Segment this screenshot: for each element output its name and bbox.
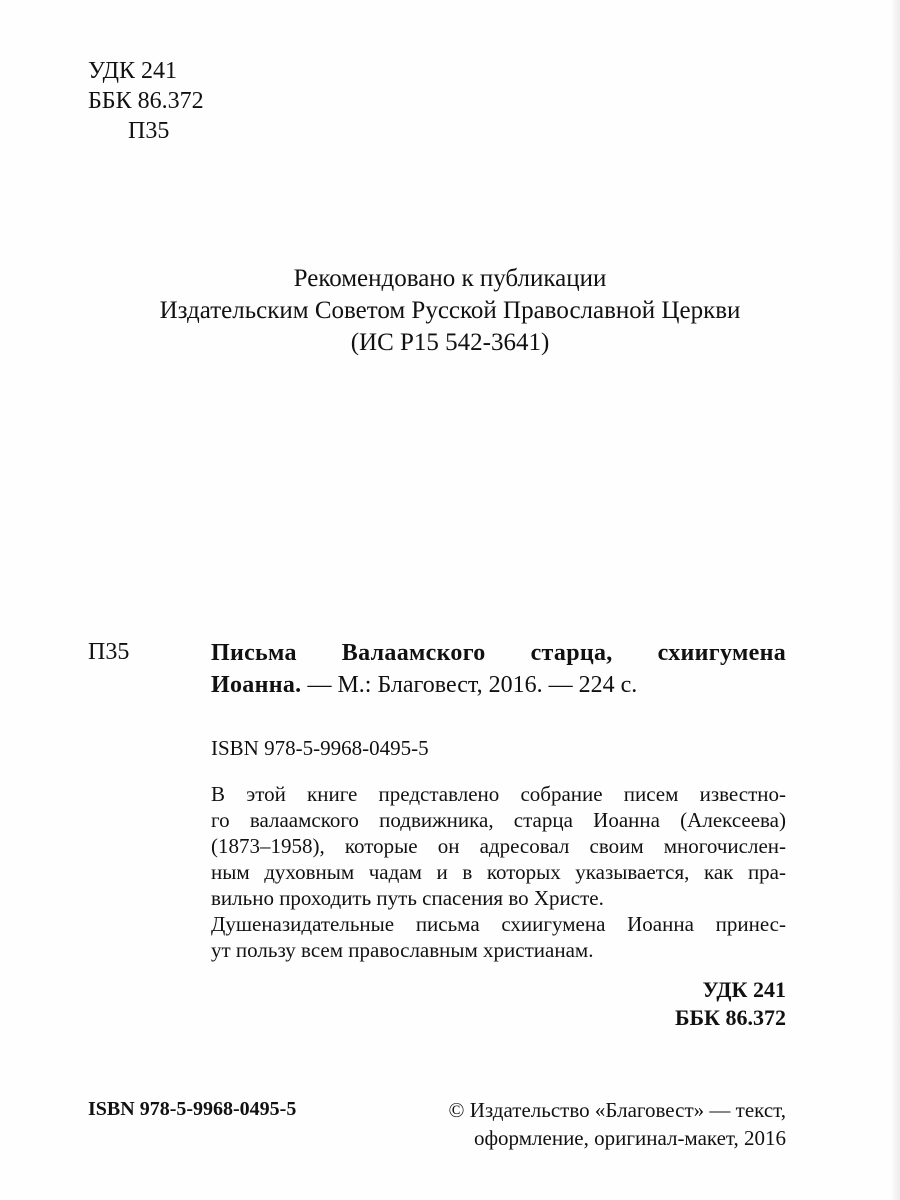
copyright-line-1: © Издательство «Благовест» — текст, [448,1098,786,1122]
copyright-notice [420,1096,786,1152]
page-edge-shadow [892,0,900,1200]
annotation-line: В этой книге представлено собрание писем известно- [211,782,786,806]
entry-isbn: ISBN 978-5-9968-0495-5 [211,736,429,760]
footer-udk: УДК 241 [702,977,786,1002]
copyright-line-2: оформление, оригинал-макет, 2016 [473,1126,786,1150]
footer-classification-codes [560,976,786,1032]
footer-bbk: ББК 86.372 [674,1005,786,1030]
annotation [211,781,786,963]
annotation-line: (1873–1958), которые он адресовал своим многочислен- [211,834,786,858]
annotation-line: ут пользу всем православным христианам. [211,938,594,962]
book-title-part-2: Иоанна. [211,672,302,698]
entry-author-mark: П35 [88,639,130,665]
recommendation-line-2: Издательским Советом Русской Православной Церкви [159,297,741,324]
annotation-line: ным духовным чадам и в которых указывается, как пра- [211,860,786,884]
imprint: — М.: Благовест, 2016. — 224 с. [301,672,638,698]
footer-isbn: ISBN 978-5-9968-0495-5 [88,1098,297,1120]
bibliographic-entry [211,637,786,701]
recommendation-line-1: Рекомендовано к публикации [293,265,607,292]
classification-codes [88,56,204,146]
author-mark: П35 [128,118,170,144]
udk-code: УДК 241 [88,58,177,84]
publication-recommendation [0,263,900,359]
recommendation-line-3: (ИС Р15 542-3641) [350,329,550,356]
annotation-line: вильно проходить путь спасения во Христе. [211,886,604,910]
bbk-code: ББК 86.372 [88,88,204,114]
book-title-part-1: Письма Валаамского старца, схиигумена [211,640,786,666]
annotation-line: Душеназидательные письма схиигумена Иоанна принес- [211,912,786,936]
annotation-line: го валаамского подвижника, старца Иоанна (Алексеева) [211,808,786,832]
